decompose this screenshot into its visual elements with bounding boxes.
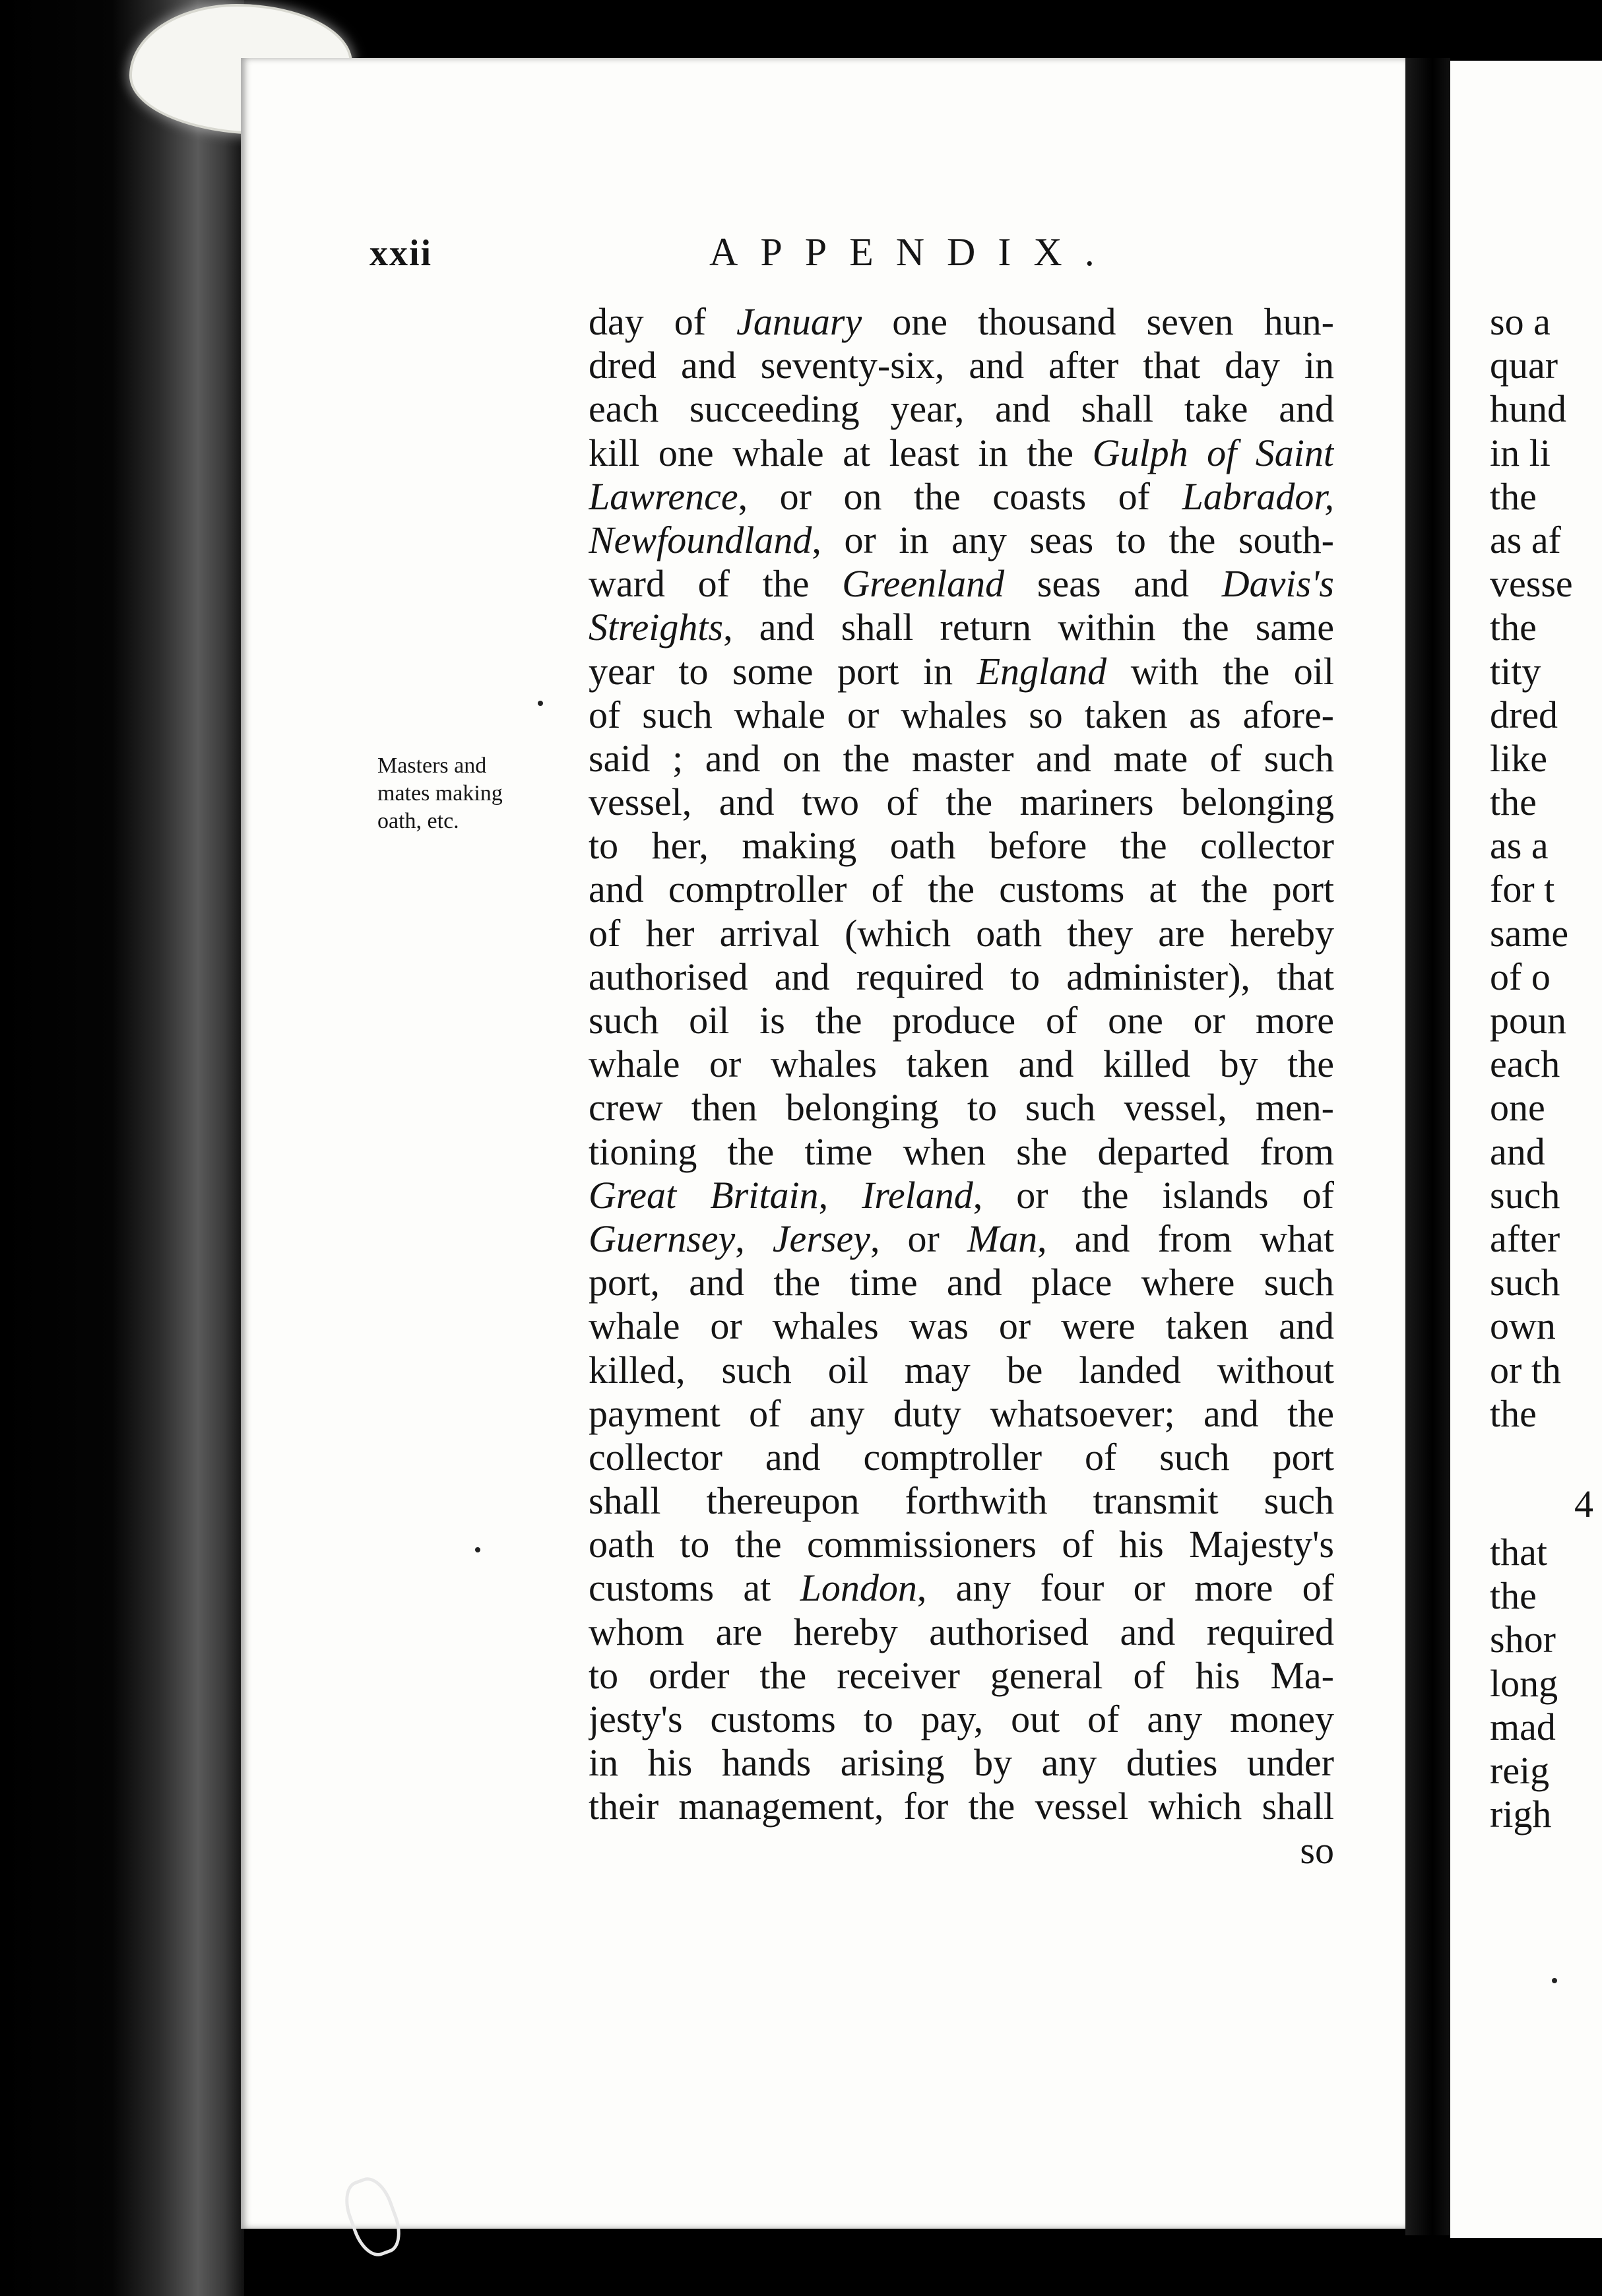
text-line — [589, 1261, 1334, 1304]
text-line — [589, 606, 1334, 649]
facing-page-line: in li — [1490, 431, 1551, 474]
text-line — [589, 1785, 1334, 1828]
text-run: collector and comptroller of such port — [589, 1435, 1334, 1479]
text-line — [589, 475, 1334, 519]
ink-speck — [538, 701, 543, 706]
text-run: with the oil — [1106, 649, 1334, 693]
facing-page-line: that — [1490, 1531, 1547, 1574]
facing-page-line: the — [1490, 781, 1537, 824]
text-run: so — [1300, 1828, 1334, 1872]
italic-text: Ireland — [862, 1173, 973, 1217]
italic-text: Great Britain — [589, 1173, 819, 1217]
running-title: APPENDIX. — [709, 230, 1117, 274]
facing-page-line: so a — [1490, 300, 1551, 343]
text-run: customs at — [589, 1566, 800, 1610]
facing-page-section-number: 4 — [1574, 1483, 1593, 1525]
text-line — [589, 999, 1334, 1042]
text-line — [589, 1479, 1334, 1523]
page-number: xxii — [369, 233, 433, 274]
facing-page-line: for t — [1490, 868, 1555, 911]
text-line — [589, 781, 1334, 824]
text-line — [589, 1086, 1334, 1130]
text-run: whale or whales taken and killed by the — [589, 1042, 1334, 1086]
text-line — [589, 912, 1334, 955]
facing-page-line: poun — [1490, 999, 1566, 1042]
text-run: one thousand seven hun- — [862, 300, 1334, 343]
text-line — [589, 1436, 1334, 1479]
text-run: tioning the time when she departed from — [589, 1130, 1334, 1173]
facing-page-line: righ — [1490, 1793, 1552, 1836]
margin-note-line: oath, etc. — [377, 809, 459, 833]
text-run: , and shall return within the same — [723, 606, 1334, 649]
text-line — [589, 1566, 1334, 1610]
text-line — [589, 1130, 1334, 1174]
text-run: in his hands arising by any duties under — [589, 1741, 1334, 1785]
text-line — [589, 824, 1334, 868]
text-run: ward of the — [589, 562, 843, 606]
text-run: to order the receiver general of his Ma- — [589, 1653, 1334, 1697]
text-line — [589, 1523, 1334, 1566]
italic-text: Gulph of Saint — [1092, 431, 1334, 474]
italic-text: Man — [967, 1217, 1038, 1260]
italic-text: Newfoundland — [589, 518, 812, 561]
italic-text: Davis's — [1221, 562, 1334, 606]
facing-page-line: long — [1490, 1661, 1558, 1705]
facing-page-line: quar — [1490, 344, 1558, 387]
facing-page-line: the — [1490, 606, 1537, 649]
text-run: said ; and on the master and mate of such — [589, 736, 1334, 780]
ink-speck — [1552, 1978, 1557, 1983]
text-run: of such whale or whales so taken as afore- — [589, 693, 1334, 736]
text-run: , or on the coasts of — [738, 474, 1182, 518]
text-line — [589, 562, 1334, 606]
margin-note-line: mates making — [377, 781, 503, 806]
text-line — [589, 1217, 1334, 1261]
text-run: jesty's customs to pay, out of any money — [589, 1698, 1334, 1740]
facing-page-line: vesse — [1490, 562, 1573, 606]
text-line — [589, 1392, 1334, 1436]
text-run: kill one whale at least in the — [589, 431, 1093, 474]
text-run: their management, for the vessel which shall — [589, 1785, 1334, 1828]
text-run: , or in any seas to the south- — [812, 518, 1334, 561]
facing-page-line: as af — [1490, 518, 1561, 561]
ink-speck — [475, 1547, 480, 1552]
italic-text: Streights — [589, 606, 724, 649]
text-run: port, and the time and place where such — [589, 1261, 1334, 1304]
margin-note-line: Masters and — [377, 753, 487, 778]
text-line — [589, 868, 1334, 911]
facing-page-line: one — [1490, 1086, 1545, 1130]
facing-page-line: same — [1490, 911, 1569, 955]
text-run: , any four or more of — [916, 1566, 1334, 1610]
facing-page-line: each — [1490, 1042, 1560, 1086]
text-line — [589, 387, 1334, 431]
text-line — [589, 737, 1334, 781]
text-run: of her arrival (which oath they are hereby — [589, 911, 1334, 955]
text-run: authorised and required to administer), that — [589, 955, 1334, 998]
italic-text: Jersey — [772, 1217, 870, 1260]
italic-text: Lawrence — [589, 474, 738, 518]
body-text — [589, 300, 1334, 1872]
text-line — [589, 300, 1334, 344]
facing-page-line: shor — [1490, 1618, 1556, 1661]
text-run: , or the islands of — [973, 1173, 1334, 1217]
text-line — [589, 1349, 1334, 1392]
facing-page-line: mad — [1490, 1705, 1556, 1748]
text-run: whale or whales was or were taken and — [589, 1304, 1334, 1348]
facing-page-line: as a — [1490, 824, 1549, 868]
text-run: dred and seventy-six, and after that day in — [589, 344, 1334, 387]
text-line — [589, 1698, 1334, 1741]
facing-page-line: own — [1490, 1304, 1556, 1348]
text-run: and comptroller of the customs at the port — [589, 868, 1334, 911]
text-run: to her, making oath before the collector — [589, 824, 1334, 868]
facing-page-line: tity — [1490, 649, 1541, 693]
text-run: , or — [870, 1217, 967, 1260]
text-run: each succeeding year, and shall take and — [589, 387, 1334, 431]
text-line — [589, 344, 1334, 387]
text-run: shall thereupon forthwith transmit such — [589, 1479, 1334, 1523]
text-line — [589, 1610, 1334, 1654]
text-run: year to some port in — [589, 649, 977, 693]
text-run: , — [818, 1173, 862, 1217]
text-line — [589, 1304, 1334, 1348]
text-run: day of — [589, 300, 737, 343]
facing-page-line: after — [1490, 1217, 1560, 1260]
facing-page-line: or th — [1490, 1348, 1561, 1391]
facing-page-line: of o — [1490, 955, 1551, 998]
facing-page-line: such — [1490, 1173, 1560, 1217]
facing-page-line: the — [1490, 474, 1537, 518]
text-run: whom are hereby authorised and required — [589, 1610, 1334, 1653]
facing-page-line: the — [1490, 1574, 1537, 1618]
text-line — [589, 1741, 1334, 1785]
text-line — [589, 955, 1334, 999]
text-run: crew then belonging to such vessel, men- — [589, 1086, 1334, 1130]
margin-note — [377, 752, 503, 835]
text-line — [589, 1042, 1334, 1086]
text-line — [589, 1829, 1334, 1872]
facing-page-line: like — [1490, 736, 1547, 780]
facing-page-line: the — [1490, 1391, 1537, 1435]
facing-page-line: reig — [1490, 1748, 1550, 1792]
facing-page-line: dred — [1490, 693, 1558, 736]
book-binding-shadow — [0, 0, 244, 2296]
text-run: such oil is the produce of one or more — [589, 999, 1334, 1042]
text-line — [589, 431, 1334, 475]
facing-page-line: such — [1490, 1261, 1560, 1304]
text-run: oath to the commissioners of his Majesty's — [589, 1523, 1334, 1566]
facing-page-text-top — [1490, 300, 1573, 1436]
italic-text: Guernsey — [589, 1217, 736, 1260]
facing-page-text-bottom — [1490, 1531, 1558, 1836]
italic-text: Labrador, — [1182, 474, 1334, 518]
italic-text: Greenland — [842, 562, 1005, 606]
text-line — [589, 1654, 1334, 1698]
text-run: , — [735, 1217, 773, 1260]
text-line — [589, 519, 1334, 562]
italic-text: January — [736, 300, 862, 343]
text-run: , and from what — [1037, 1217, 1334, 1260]
italic-text: London — [800, 1566, 917, 1610]
facing-page-line: and — [1490, 1130, 1545, 1173]
text-run: killed, such oil may be landed without — [589, 1348, 1334, 1391]
text-line — [589, 650, 1334, 693]
gutter-shadow — [1405, 58, 1450, 2235]
text-line — [589, 1174, 1334, 1217]
facing-page-line: hund — [1490, 387, 1566, 431]
italic-text: England — [977, 649, 1107, 693]
text-run: payment of any duty whatsoever; and the — [589, 1391, 1334, 1435]
text-run: seas and — [1004, 562, 1222, 606]
text-line — [589, 693, 1334, 737]
text-run: vessel, and two of the mariners belonging — [589, 781, 1334, 824]
